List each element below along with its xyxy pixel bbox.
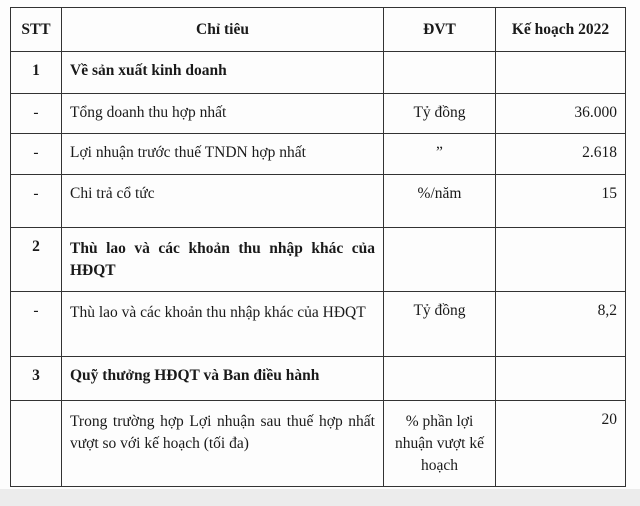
cell-value: 36.000: [496, 94, 626, 134]
table-row: [11, 228, 626, 292]
cell-value: [496, 52, 626, 94]
cell-chi-tieu: Chi trả cổ tức: [62, 175, 384, 228]
cell-dvt: %/năm: [384, 175, 496, 228]
cell-chi-tieu: Tổng doanh thu hợp nhất: [62, 94, 384, 134]
table-row: [11, 357, 626, 401]
cell-stt: -: [11, 175, 62, 228]
cell-dvt: [384, 52, 496, 94]
cell-dvt: [384, 228, 496, 292]
header-chi-tieu: Chỉ tiêu: [62, 8, 384, 52]
cell-stt: -: [11, 292, 62, 357]
cell-chi-tieu: Thù lao và các khoản thu nhập khác của HĐQT: [62, 292, 384, 357]
cell-stt: 2: [11, 228, 62, 292]
header-ke-hoach: Kế hoạch 2022: [496, 8, 626, 52]
cell-dvt: Tỷ đồng: [384, 292, 496, 357]
cell-value: [496, 228, 626, 292]
cell-stt: 3: [11, 357, 62, 401]
table-row: [11, 52, 626, 94]
table-row: [11, 134, 626, 175]
table-row: [11, 94, 626, 134]
cell-stt: -: [11, 134, 62, 175]
cell-chi-tieu: Trong trường hợp Lợi nhuận sau thuế hợp nhất vượt so với kế hoạch (tối đa): [62, 401, 384, 487]
header-stt: STT: [11, 8, 62, 52]
table-row: [11, 175, 626, 228]
cell-dvt: ”: [384, 134, 496, 175]
cell-chi-tieu: Về sản xuất kinh doanh: [62, 52, 384, 94]
cell-dvt: [384, 357, 496, 401]
cell-chi-tieu: Thù lao và các khoản thu nhập khác của HĐQT: [62, 228, 384, 292]
cell-value: [496, 357, 626, 401]
cell-value: 15: [496, 175, 626, 228]
page-bottom-margin: [0, 489, 640, 506]
header-dvt: ĐVT: [384, 8, 496, 52]
cell-stt: -: [11, 94, 62, 134]
cell-value: 8,2: [496, 292, 626, 357]
cell-stt: 1: [11, 52, 62, 94]
plan-2022-table: [10, 7, 626, 487]
cell-stt: [11, 401, 62, 487]
cell-dvt: Tỷ đồng: [384, 94, 496, 134]
table-row: [11, 292, 626, 357]
cell-chi-tieu: Quỹ thưởng HĐQT và Ban điều hành: [62, 357, 384, 401]
cell-value: 2.618: [496, 134, 626, 175]
table-header-row: [11, 8, 626, 52]
table-row: [11, 401, 626, 487]
cell-chi-tieu: Lợi nhuận trước thuế TNDN hợp nhất: [62, 134, 384, 175]
cell-value: 20: [496, 401, 626, 487]
cell-dvt: % phần lợi nhuận vượt kế hoạch: [384, 401, 496, 487]
